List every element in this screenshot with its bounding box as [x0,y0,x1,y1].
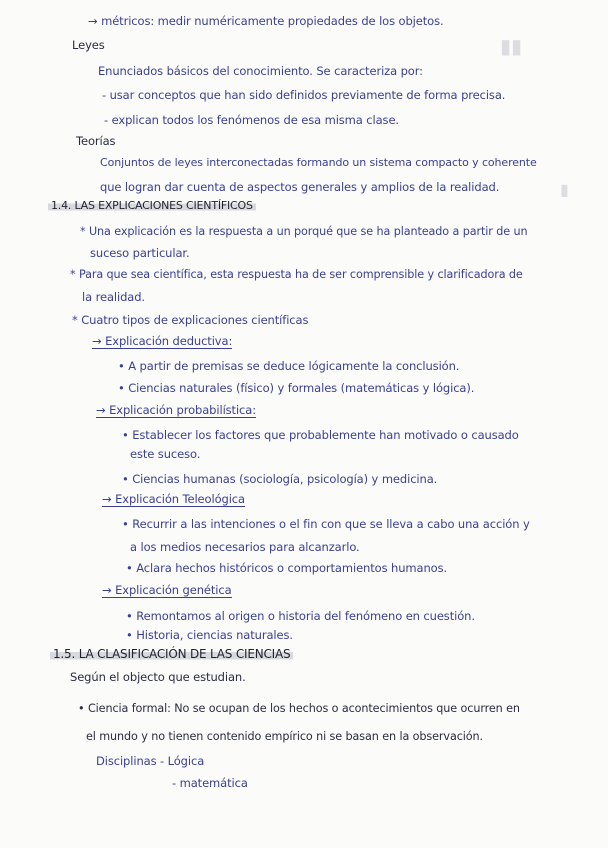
note-line: • Recurrir a las intenciones o el fin con que se lleva a cabo una acción y [122,517,530,531]
note-line: - explican todos los fenómenos de esa misma clase. [104,113,399,127]
note-line: que logran dar cuenta de aspectos generales y amplios de la realidad. [100,180,500,194]
note-line: la realidad. [82,290,145,304]
note-line: Según el objecto que estudian. [70,670,246,684]
bleed-through-mark: ▮ [560,180,569,199]
note-line: * Una explicación es la respuesta a un porqué que se ha planteado a partir de un [80,225,528,238]
note-line: → métricos: medir numéricamente propiedades de los objetos. [88,14,444,28]
note-line: este suceso. [130,447,201,461]
note-line: a los medios necesarios para alcanzarlo. [130,540,360,554]
note-line: suceso particular. [90,246,190,260]
subheading-probabilistica: → Explicación probabilística: [96,403,257,417]
note-line: • Aclara hechos históricos o comportamientos humanos. [126,561,448,575]
note-line: - usar conceptos que han sido definidos previamente de forma precisa. [102,88,506,102]
section-title-leyes: Leyes [72,38,105,52]
note-line: Disciplinas - Lógica [96,754,205,768]
subheading-teleologica: → Explicación Teleológica [102,492,245,506]
section-title-teorias: Teorías [76,134,116,148]
subheading-deductiva: → Explicación deductiva: [92,334,233,348]
note-line: • Ciencias humanas (sociología, psicología) y medicina. [122,472,438,486]
note-line: • A partir de premisas se deduce lógicamente la conclusión. [118,359,460,373]
note-line: * Para que sea científica, esta respuesta ha de ser comprensible y clarificadora de [70,268,523,281]
note-line: el mundo y no tienen contenido empírico ni se basan en la observación. [86,730,483,743]
note-line: • Historia, ciencias naturales. [126,628,293,642]
subheading-genetica: → Explicación genética [102,583,232,597]
note-line: * Cuatro tipos de explicaciones científicas [72,313,309,327]
heading-explicaciones: 1.4. LAS EXPLICACIONES CIENTÍFICOS [48,199,256,212]
heading-clasificacion: 1.5. LA CLASIFICACIÓN DE LAS CIENCIAS [50,647,293,661]
note-line: • Remontamos al origen o historia del fenómeno en cuestión. [126,609,475,623]
note-line: • Ciencias naturales (físico) y formales (matemáticas y lógica). [118,381,475,395]
note-line: • Ciencia formal: No se ocupan de los hechos o acontecimientos que ocurren en [78,702,520,715]
note-line: • Establecer los factores que probablemente han motivado o causado [122,428,519,442]
bleed-through-mark: ▮▮ [500,34,523,58]
note-line: Enunciados básicos del conocimiento. Se caracteriza por: [98,64,423,78]
note-line: - matemática [172,776,248,790]
note-line: Conjuntos de leyes interconectadas formando un sistema compacto y coherente [100,156,537,169]
